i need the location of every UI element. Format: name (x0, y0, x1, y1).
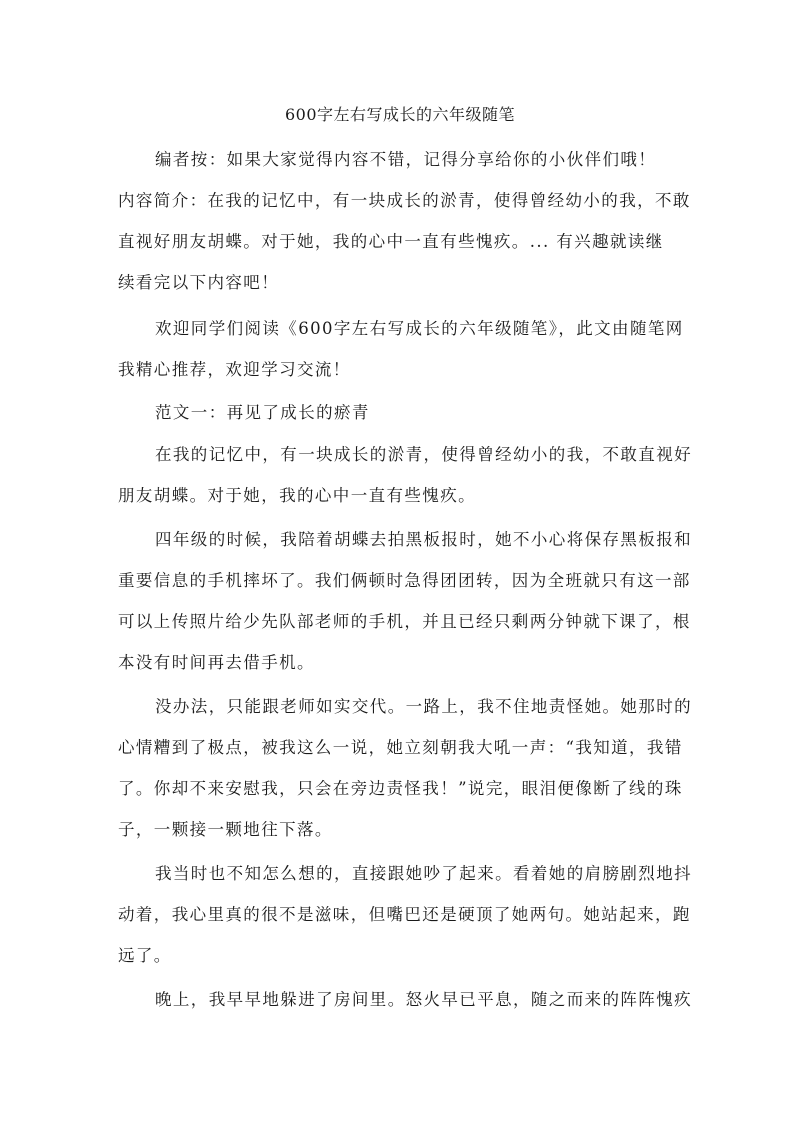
paragraph-line: 可以上传照片给少先队部老师的手机，并且已经只剩两分钟就下课了，根 (118, 612, 691, 631)
paragraph-line: 本没有时间再去借手机。 (118, 653, 315, 672)
paragraph-line: 我当时也不知怎么想的，直接跟她吵了起来。看着她的肩膀剧烈地抖 (155, 864, 692, 883)
editor-note-line: 编者按：如果大家觉得内容不错，记得分享给你的小伙伴们哦！ (155, 150, 657, 169)
paragraph-line: 没办法，只能跟老师如实交代。一路上，我不住地责怪她。她那时的 (155, 697, 692, 716)
document-title: 600字左右写成长的六年级随笔 (284, 105, 516, 124)
welcome-line-1: 欢迎同学们阅读《600字左右写成长的六年级随笔》，此文由随笔网 (155, 319, 684, 338)
summary-line-1: 内容简介：在我的记忆中，有一块成长的淤青，使得曾经幼小的我，不敢 (118, 191, 691, 210)
paragraph-line: 动着，我心里真的很不是滋味，但嘴巴还是硬顶了她两句。她站起来，跑 (118, 905, 691, 924)
summary-line-3: 续看完以下内容吧！ (118, 273, 280, 292)
section-heading: 范文一：再见了成长的瘀青 (155, 403, 370, 422)
paragraph-line: 晚上，我早早地躲进了房间里。怒火早已平息，随之而来的阵阵愧疚 (155, 990, 692, 1009)
paragraph-line: 四年级的时候，我陪着胡蝶去拍黑板报时，她不小心将保存黑板报和 (155, 530, 692, 549)
paragraph-line: 子，一颗接一颗地往下落。 (118, 820, 333, 839)
paragraph-line: 重要信息的手机摔坏了。我们俩顿时急得团团转，因为全班就只有这一部 (118, 571, 691, 590)
paragraph-line: 远了。 (118, 946, 172, 965)
paragraph-line: 在我的记忆中，有一块成长的淤青，使得曾经幼小的我，不敢直视好 (155, 445, 692, 464)
paragraph-line: 了。你却不来安慰我，只会在旁边责怪我！”说完，眼泪便像断了线的珠 (118, 779, 683, 798)
paragraph-line: 朋友胡蝶。对于她，我的心中一直有些愧疚。 (118, 486, 476, 505)
paragraph-line: 心情糟到了极点，被我这么一说，她立刻朝我大吼一声：“我知道，我错 (118, 738, 683, 757)
welcome-line-2: 我精心推荐，欢迎学习交流！ (118, 360, 351, 379)
summary-line-2: 直视好朋友胡蝶。对于她，我的心中一直有些愧疚。... 有兴趣就读继 (118, 232, 664, 251)
